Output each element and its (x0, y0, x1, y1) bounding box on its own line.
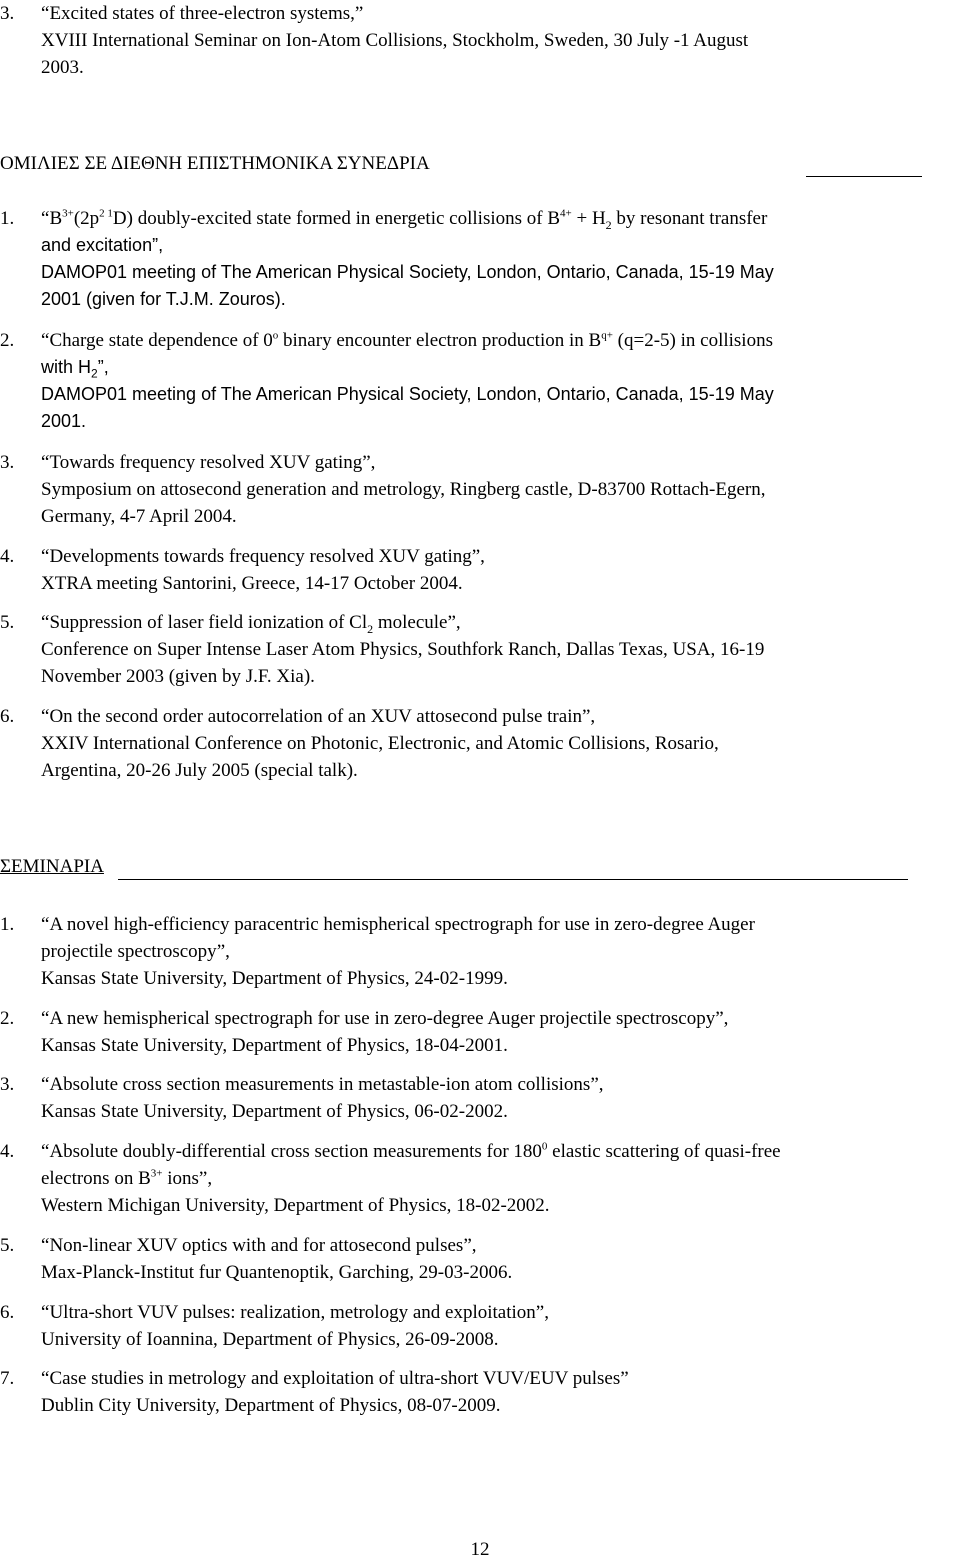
entry-number: 3. (0, 1074, 15, 1095)
subscript: 2 (367, 621, 374, 636)
entry-title: electrons on B (41, 1168, 151, 1189)
seminar-item-6: 6. “Ultra-short VUV pulses: realization, metrology and exploitation”, University of Ioannina, Department of Physics, 26-09-2008. (0, 1299, 958, 1353)
entry-venue: University of Ioannina, Department of Physics, 26-09-2008. (41, 1329, 499, 1350)
entry-number: 1. (0, 208, 15, 229)
entry-number: 2. (0, 1008, 15, 1029)
entry-title: D) doubly-excited state formed in energetic collisions of B (112, 208, 561, 229)
entry-number: 2. (0, 330, 15, 351)
entry-number: 1. (0, 914, 15, 935)
subscript: 2 (91, 366, 98, 381)
entry-venue: Symposium on attosecond generation and metrology, Ringberg castle, D-83700 Rottach-Egern, (41, 479, 766, 500)
entry-title: with H (41, 357, 92, 377)
entry-title: ions (162, 1168, 199, 1189)
superscript: q+ (601, 329, 613, 342)
seminar-item-7: 7. “Case studies in metrology and exploitation of ultra-short VUV/EUV pulses” Dublin City University, Department of Physics, 08-07-2009. (0, 1365, 958, 1419)
entry-title: A novel high-efficiency paracentric hemispherical spectrograph for use in zero-degree Auger (49, 914, 755, 935)
entry-number: 4. (0, 546, 15, 567)
entry-venue: DAMOP01 meeting of The American Physical Society, London, Ontario, Canada, 15-19 May (41, 384, 774, 404)
superscript: 3+ (150, 1167, 163, 1180)
entry-venue: DAMOP01 meeting of The American Physical Society, London, Ontario, Canada, 15-19 May (41, 262, 774, 282)
entry-venue: XXIV International Conference on Photonic, Electronic, and Atomic Collisions, Rosario, (41, 733, 719, 754)
talks-heading: ΟΜΙΛΙΕΣ ΣΕ ΔΙΕΘΝΗ ΕΠΙΣΤΗΜΟΝΙΚΑ ΣΥΝΕΔΡΙΑ (0, 153, 430, 174)
entry-venue-cont: 2001 (given for T.J.M. Zouros). (41, 289, 286, 309)
heading-rule (806, 176, 922, 177)
entry-title: (q=2-5) in collisions (612, 330, 773, 351)
entry-venue: Kansas State University, Department of Physics, 18-04-2001. (41, 1035, 508, 1056)
entry-venue: XTRA meeting Santorini, Greece, 14-17 October 2004. (41, 573, 463, 594)
entry-title: Absolute cross section measurements in metastable-ion atom collisions (49, 1074, 591, 1095)
entry-venue: Conference on Super Intense Laser Atom Physics, Southfork Ranch, Dallas Texas, USA, 16-19 (41, 639, 765, 660)
entry-title: Towards frequency resolved XUV gating (49, 452, 363, 473)
entry-title: A new hemispherical spectrograph for use in zero-degree Auger projectile spectroscopy (49, 1008, 716, 1029)
entry-venue: Kansas State University, Department of Physics, 06-02-2002. (41, 1101, 508, 1122)
superscript: 4+ (560, 207, 572, 220)
entry-number: 4. (0, 1141, 15, 1162)
entry-number: 7. (0, 1368, 15, 1389)
entry-title: Non-linear XUV optics with and for attosecond pulses (49, 1235, 464, 1256)
entry-venue-cont: 2001. (41, 411, 87, 431)
superscript: 3+ (62, 207, 74, 220)
entry-title: by resonant transfer (611, 208, 768, 229)
entry-venue: Kansas State University, Department of Physics, 24-02-1999. (41, 968, 508, 989)
entry-title: Charge state dependence of 0 (49, 330, 273, 351)
superscript: 2 1 (99, 207, 113, 220)
entry-title: (2p (73, 208, 100, 229)
talk-item-3: 3. “Towards frequency resolved XUV gating”, Symposium on attosecond generation and metrology, Ringberg castle, D-83700 Rottach-Egern, Germany, 4-7 April 2004. (0, 449, 958, 530)
entry-title: Case studies in metrology and exploitation of ultra-short VUV/EUV pulses (49, 1368, 621, 1389)
entry-venue: Max-Planck-Institut fur Quantenoptik, Garching, 29-03-2006. (41, 1262, 513, 1283)
entry-title: Ultra-short VUV pulses: realization, metrology and exploitation (49, 1302, 536, 1323)
entry-venue-cont: Argentina, 20-26 July 2005 (special talk). (41, 760, 358, 781)
talk-item-2: 2. “Charge state dependence of 0$^o$ binary encounter electron production in $B^{q+}$ (q=2-5) in collisions with $H_2$”, DAMOP01 meeting of The American Physical Society, London, Ontario, Canada, 15-19 May 2001. (0, 327, 958, 435)
seminars-heading: ΣΕΜΙΝΑΡΙΑ (0, 856, 104, 877)
seminar-item-1: 1. “A novel high-efficiency paracentric hemispherical spectrograph for use in zero-degree Auger projectile spectroscopy”, Kansas State University, Department of Physics, 24-02-1999. (0, 911, 958, 992)
entry-number: 5. (0, 1235, 15, 1256)
entry-venue: XVIII International Seminar on Ion-Atom Collisions, Stockholm, Sweden, 30 July -1 August (41, 30, 749, 51)
page-number: 12 (470, 1539, 490, 1560)
entry-title: projectile spectroscopy (41, 941, 217, 962)
entry-number: 6. (0, 1302, 15, 1323)
heading-rule (118, 879, 908, 880)
entry-number: 6. (0, 706, 15, 727)
entry-title: molecule (373, 612, 448, 633)
seminar-item-5: 5. “Non-linear XUV optics with and for attosecond pulses”, Max-Planck-Institut fur Quantenoptik, Garching, 29-03-2006. (0, 1232, 958, 1286)
seminar-item-2: 2. “A new hemispherical spectrograph for use in zero-degree Auger projectile spectroscopy”, Kansas State University, Department of Physics, 18-04-2001. (0, 1005, 958, 1059)
superscript: o (272, 329, 279, 342)
entry-venue-cont: Germany, 4-7 April 2004. (41, 506, 237, 527)
talk-item-1: 1. “$B^{3+}(2p^{2 1}D)$ doubly-excited state formed in energetic collisions of $B^{4+} + H_2$ by resonant transfer and excitation”, DAMOP01 meeting of The American Physical Society, London, Ontario, Canada, 15-19 May 2001 (given for T.J.M. Zouros). (0, 205, 958, 313)
entry-title: On the second order autocorrelation of an XUV attosecond pulse train (49, 706, 582, 727)
talk-item-6: 6. “On the second order autocorrelation of an XUV attosecond pulse train”, XXIV International Conference on Photonic, Electronic, and Atomic Collisions, Rosario, Argentina, 20-26 July 2005 (special talk). (0, 703, 958, 784)
superscript: 0 (541, 1140, 548, 1153)
entry-venue: Western Michigan University, Department of Physics, 18-02-2002. (41, 1195, 550, 1216)
intro-entry: 3. “Excited states of three-electron systems,” XVIII International Seminar on Ion-Atom Collisions, Stockholm, Sweden, 30 July -1 August 2003. (0, 0, 958, 81)
entry-title: binary encounter electron production in B (278, 330, 602, 351)
talk-item-4: 4. “Developments towards frequency resolved XUV gating”, XTRA meeting Santorini, Greece, 14-17 October 2004. (0, 543, 958, 597)
talk-item-5: 5. “Suppression of laser field ionization of $Cl_2$ molecule”, Conference on Super Intense Laser Atom Physics, Southfork Ranch, Dallas Texas, USA, 16-19 November 2003 (given by J.F. Xia). (0, 609, 958, 690)
entry-number: 3. (0, 3, 15, 24)
entry-venue-cont: November 2003 (given by J.F. Xia). (41, 666, 315, 687)
entry-title: Developments towards frequency resolved XUV gating (49, 546, 472, 567)
entry-title: Suppression of laser field ionization of Cl (49, 612, 368, 633)
entry-title: and excitation (41, 235, 153, 255)
entry-title: Absolute doubly-differential cross section measurements for 180 (49, 1141, 542, 1162)
entry-number: 5. (0, 612, 15, 633)
entry-title: B (49, 208, 63, 229)
entry-title: + H (571, 208, 606, 229)
entry-title: elastic scattering of quasi-free (547, 1141, 781, 1162)
subscript: 2 (605, 217, 612, 232)
seminar-item-3: 3. “Absolute cross section measurements in metastable-ion atom collisions”, Kansas State University, Department of Physics, 06-02-2002. (0, 1071, 958, 1125)
entry-title: Excited states of three-electron systems, (49, 3, 355, 24)
entry-venue-cont: 2003. (41, 57, 84, 78)
seminar-item-4: 4. “Absolute doubly-differential cross section measurements for $180^0$ elastic scattering of quasi-free electrons on $B^{3+}$ ions”, Western Michigan University, Department of Physics, 18-02-2002. (0, 1138, 958, 1219)
entry-number: 3. (0, 452, 15, 473)
entry-venue: Dublin City University, Department of Physics, 08-07-2009. (41, 1395, 501, 1416)
